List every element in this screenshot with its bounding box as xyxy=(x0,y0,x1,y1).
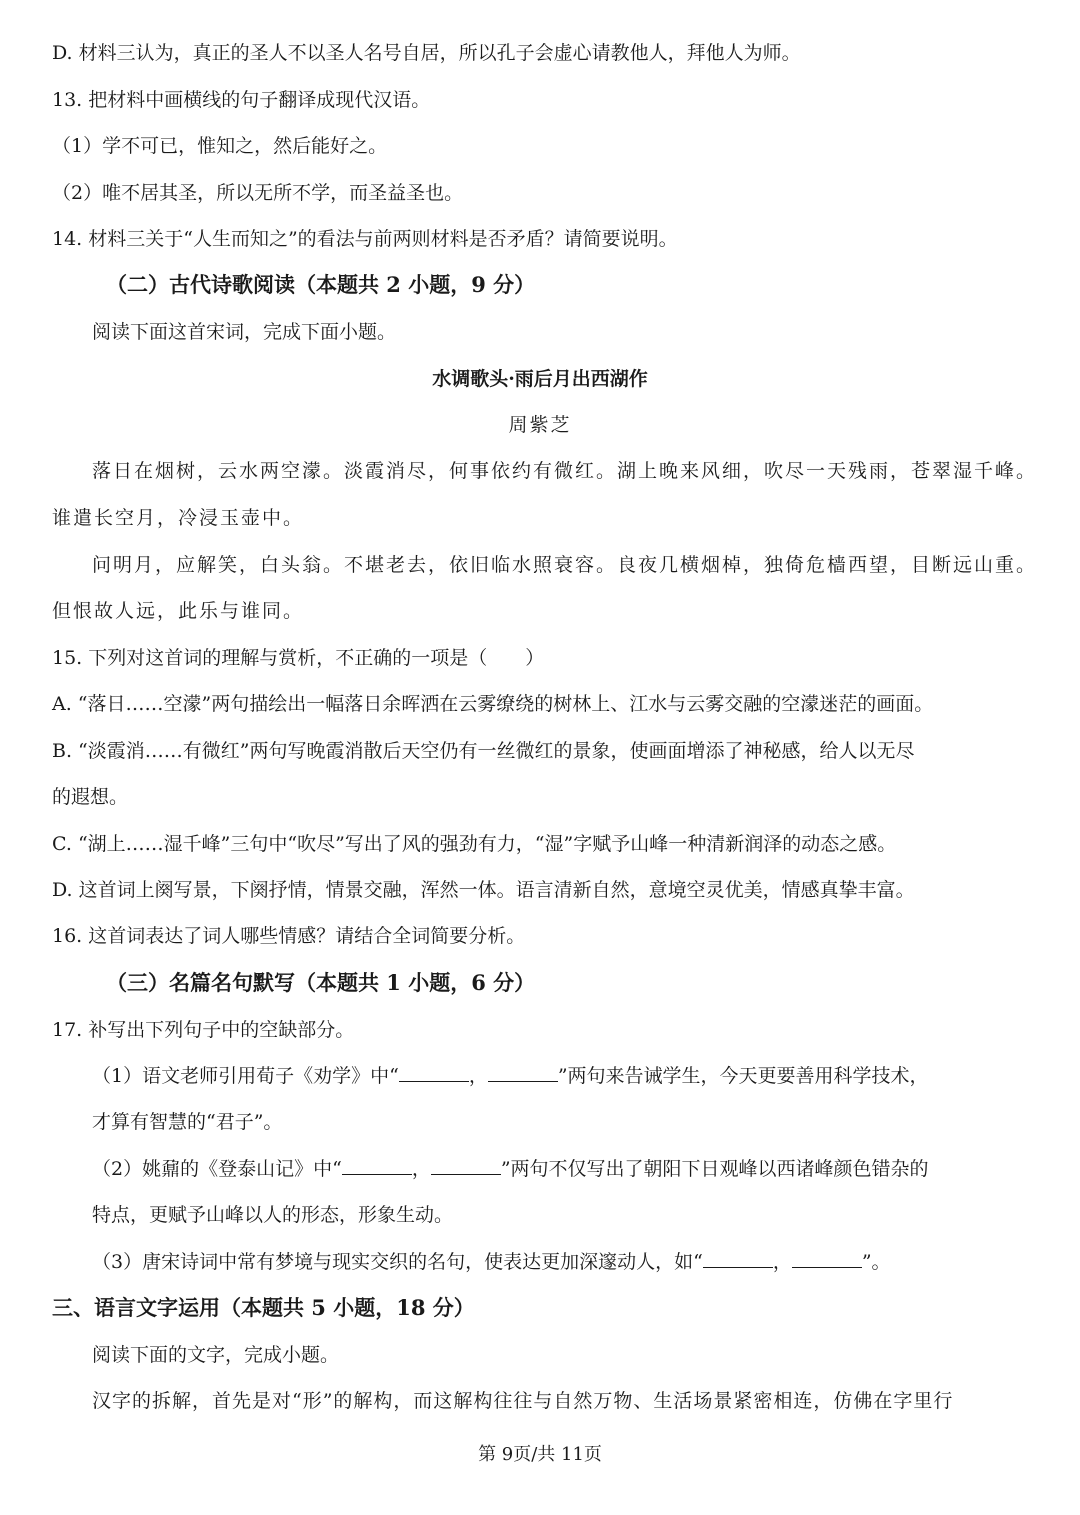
q15-option-a: A. “落日……空濛”两句描绘出一幅落日余晖洒在云雾缭绕的树林上、江水与云雾交融的空濛迷茫的画面。 xyxy=(52,693,934,715)
q12-option-d: D. 材料三认为，真正的圣人不以圣人名号自居，所以孔子会虚心请教他人，拜他人为师。 xyxy=(52,42,801,64)
q17-p2-prefix: （2）姚鼐的《登泰山记》中“ xyxy=(92,1158,342,1180)
fill-blank[interactable] xyxy=(399,1063,469,1082)
fill-blank[interactable] xyxy=(792,1249,862,1268)
q17-part-1 xyxy=(92,1063,929,1089)
q17-p2-suffix: ”两句不仅写出了朝阳下日观峰以西诸峰颜色错杂的 xyxy=(500,1158,929,1180)
section-2-heading: （二）古代诗歌阅读（本题共 2 小题，9 分） xyxy=(106,272,536,297)
q13-sentence-1: （1）学不可已，惟知之，然后能好之。 xyxy=(52,135,388,157)
q15-option-d: D. 这首词上阕写景，下阕抒情，情景交融，浑然一体。语言清新自然，意境空灵优美，情感真挚丰富。 xyxy=(52,879,915,901)
q17-stem: 17. 补写出下列句子中的空缺部分。 xyxy=(52,1019,355,1041)
q17-p3-comma: ， xyxy=(772,1251,792,1273)
part-3-passage: 汉字的拆解，首先是对“形”的解构，而这解构往往与自然万物、生活场景紧密相连，仿佛在字里行 xyxy=(92,1390,954,1412)
q13-stem: 13. 把材料中画横线的句子翻译成现代汉语。 xyxy=(52,89,431,111)
q15-option-b: B. “淡霞消……有微红”两句写晚霞消散后天空仍有一丝微红的景象，使画面增添了神秘感，给人以无尽 xyxy=(52,740,915,762)
q17-part-3 xyxy=(92,1249,891,1275)
fill-blank[interactable] xyxy=(431,1156,501,1175)
poem-line: 谁遣长空月，冷浸玉壶中。 xyxy=(52,507,305,529)
section-2-intro: 阅读下面这首宋词，完成下面小题。 xyxy=(92,321,397,343)
q17-part-2-cont: 特点，更赋予山峰以人的形态，形象生动。 xyxy=(92,1204,454,1226)
q17-p1-suffix: ”两句来告诫学生，今天更要善用科学技术， xyxy=(557,1065,929,1087)
q17-part-2 xyxy=(92,1156,929,1182)
q17-p2-comma: ， xyxy=(411,1158,431,1180)
poem-line: 但恨故人远，此乐与谁同。 xyxy=(52,600,305,622)
q15-option-b-cont: 的遐想。 xyxy=(52,786,129,808)
poem-title: 水调歌头·雨后月出西湖作 xyxy=(432,368,648,390)
poem-author: 周紫芝 xyxy=(508,414,572,436)
q15-option-c: C. “湖上……湿千峰”三句中“吹尽”写出了风的强劲有力，“湿”字赋予山峰一种清新润泽的动态之感。 xyxy=(52,833,897,855)
q17-p3-prefix: （3）唐宋诗词中常有梦境与现实交织的名句，使表达更加深邃动人，如“ xyxy=(92,1251,703,1273)
part-3-intro: 阅读下面的文字，完成小题。 xyxy=(92,1344,340,1366)
fill-blank[interactable] xyxy=(342,1156,412,1175)
q15-stem: 15. 下列对这首词的理解与赏析，不正确的一项是（ ） xyxy=(52,647,545,669)
q17-p3-suffix: ”。 xyxy=(861,1251,891,1273)
fill-blank[interactable] xyxy=(703,1249,773,1268)
q17-p1-prefix: （1）语文老师引用荀子《劝学》中“ xyxy=(92,1065,399,1087)
section-3-heading: （三）名篇名句默写（本题共 1 小题，6 分） xyxy=(106,970,536,995)
q16-stem: 16. 这首词表达了词人哪些情感？请结合全词简要分析。 xyxy=(52,925,526,947)
poem-line: 问明月，应解笑，白头翁。不堪老去，依旧临水照衰容。良夜几横烟棹，独倚危樯西望，目断远山重。 xyxy=(92,554,1038,576)
q13-sentence-2: （2）唯不居其圣，所以无所不学，而圣益圣也。 xyxy=(52,182,464,204)
q17-part-1-cont: 才算有智慧的“君子”。 xyxy=(92,1111,283,1133)
q14-stem: 14. 材料三关于“人生而知之”的看法与前两则材料是否矛盾？请简要说明。 xyxy=(52,228,678,250)
poem-line: 落日在烟树，云水两空濛。淡霞消尽，何事依约有微红。湖上晚来风细，吹尽一天残雨，苍翠湿千峰。 xyxy=(92,460,1038,482)
q17-p1-comma: ， xyxy=(468,1065,488,1087)
fill-blank[interactable] xyxy=(488,1063,558,1082)
page-number: 第 9页/共 11页 xyxy=(478,1444,602,1465)
part-3-heading: 三、语言文字运用（本题共 5 小题，18 分） xyxy=(52,1295,475,1320)
